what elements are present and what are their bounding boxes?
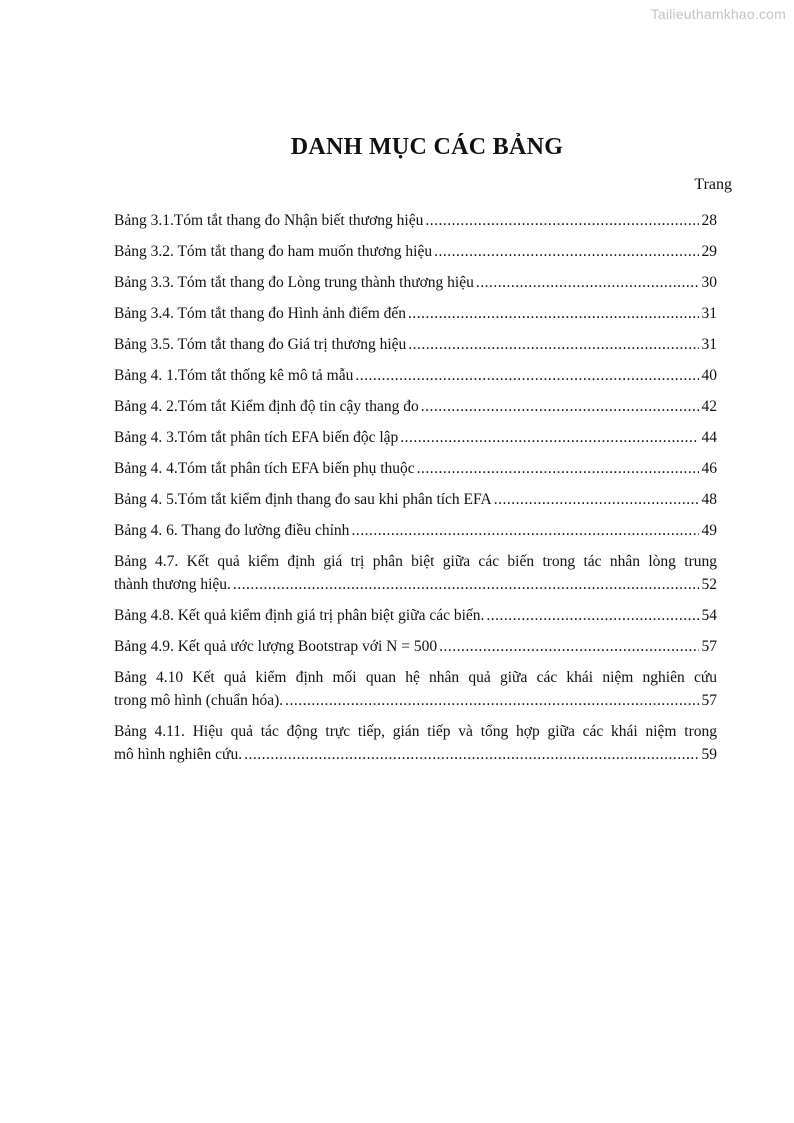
dot-leader [233,573,699,596]
dot-leader [421,395,699,418]
toc-entry-title: Bảng 3.3. Tóm tắt thang đo Lòng trung thành thương hiệu [114,274,474,291]
toc-entry[interactable] [114,240,717,263]
toc-entry-line [114,604,717,627]
toc-entry-line [114,573,717,596]
toc-entry[interactable] [114,488,717,511]
toc-entry-page-number: 49 [701,522,717,539]
dot-leader [408,302,698,325]
toc-entry-line [114,457,717,480]
dot-leader [351,519,698,542]
toc-entry-page-number: 40 [701,367,717,384]
toc-entry-title: Bảng 3.1.Tóm tắt thang đo Nhận biết thương hiệu [114,212,424,229]
toc-entry-page-number: 59 [701,746,717,763]
toc-entry[interactable] [114,364,717,387]
toc-entry-page-number: 57 [701,638,717,655]
toc-entry[interactable] [114,209,717,232]
toc-entry-title: thành thương hiệu. [114,576,231,593]
toc-entry-title: trong mô hình (chuẩn hóa). [114,692,284,709]
toc-entry-line [114,333,717,356]
toc-entry-line [114,519,717,542]
toc-entry-title: Bảng 3.4. Tóm tắt thang đo Hình ảnh điểm đến [114,305,407,322]
toc-entry[interactable] [114,720,717,766]
toc-entry-line [114,488,717,511]
dot-leader [244,743,698,766]
toc-entry-title: Bảng 3.2. Tóm tắt thang đo ham muốn thương hiệu [114,243,433,260]
toc-entry[interactable] [114,604,717,627]
toc-entry-line [114,635,717,658]
toc-entry-title: Bảng 4.9. Kết quả ước lượng Bootstrap với N = 500 [114,638,438,655]
toc-entry[interactable] [114,302,717,325]
toc-entry-line [114,426,717,449]
toc-entry-page-number: 30 [701,274,717,291]
toc-entry-line [114,689,717,712]
toc-entry[interactable] [114,519,717,542]
toc-entry-page-number: 46 [701,460,717,477]
toc-entry-line [114,395,717,418]
toc-entry-page-number: 31 [701,336,717,353]
toc-entry-title-line: Bảng 4.11. Hiệu quả tác động trực tiếp, gián tiếp và tổng hợp giữa các khái niệm trong [114,723,717,740]
dot-leader [486,604,698,627]
toc-entry-page-number: 54 [701,607,717,624]
page-title: DANH MỤC CÁC BẢNG [290,134,564,160]
dot-leader [494,488,699,511]
toc-entry-page-number: 28 [701,212,717,229]
dot-leader [425,209,698,232]
toc-entry-title: mô hình nghiên cứu. [114,746,243,763]
toc-entry-title: Bảng 3.5. Tóm tắt thang đo Giá trị thương hiệu [114,336,407,353]
toc-entry-line [114,271,717,294]
toc-entry-title: Bảng 4. 1.Tóm tắt thống kê mô tả mẫu [114,367,354,384]
dot-leader [434,240,698,263]
page-column-label: Trang [694,176,732,193]
dot-leader [417,457,699,480]
toc-entry[interactable] [114,426,717,449]
toc-entry-line [114,364,717,387]
toc-entry-page-number: 42 [701,398,717,415]
toc-entry-title: Bảng 4.8. Kết quả kiểm định giá trị phân biệt giữa các biến. [114,607,485,624]
toc-entry-page-number: 44 [701,429,717,446]
toc-entry[interactable] [114,635,717,658]
dot-leader [439,635,698,658]
toc-entry-line [114,302,717,325]
dot-leader [285,689,698,712]
toc-entry[interactable] [114,271,717,294]
dot-leader [476,271,699,294]
toc-entry-line [114,240,717,263]
toc-entry-title: Bảng 4. 2.Tóm tắt Kiểm định độ tin cậy thang đo [114,398,419,415]
toc-entry-title: Bảng 4. 5.Tóm tắt kiểm định thang đo sau khi phân tích EFA [114,491,492,508]
toc-entry-title-line: Bảng 4.7. Kết quả kiểm định giá trị phân biệt giữa các biến trong tác nhân lòng trung [114,553,717,570]
toc-entry-page-number: 31 [701,305,717,322]
toc-entry-title-line: Bảng 4.10 Kết quả kiểm định mối quan hệ nhân quả giữa các khái niệm nghiên cứu [114,669,717,686]
toc-entry-title: Bảng 4. 3.Tóm tắt phân tích EFA biến độc lập [114,429,399,446]
toc-entry[interactable] [114,395,717,418]
toc-entry-line [114,743,717,766]
table-of-tables [114,209,717,774]
dot-leader [400,426,698,449]
toc-entry-line [114,209,717,232]
toc-entry-page-number: 52 [701,576,717,593]
dot-leader [408,333,698,356]
toc-entry-page-number: 48 [701,491,717,508]
watermark: Tailieuthamkhao.com [650,6,786,22]
toc-entry[interactable] [114,666,717,712]
dot-leader [355,364,698,387]
toc-entry[interactable] [114,333,717,356]
toc-entry-title: Bảng 4. 6. Thang đo lường điều chỉnh [114,522,350,539]
toc-entry[interactable] [114,457,717,480]
toc-entry[interactable] [114,550,717,596]
toc-entry-page-number: 57 [701,692,717,709]
toc-entry-title: Bảng 4. 4.Tóm tắt phân tích EFA biến phụ thuộc [114,460,415,477]
toc-entry-page-number: 29 [701,243,717,260]
